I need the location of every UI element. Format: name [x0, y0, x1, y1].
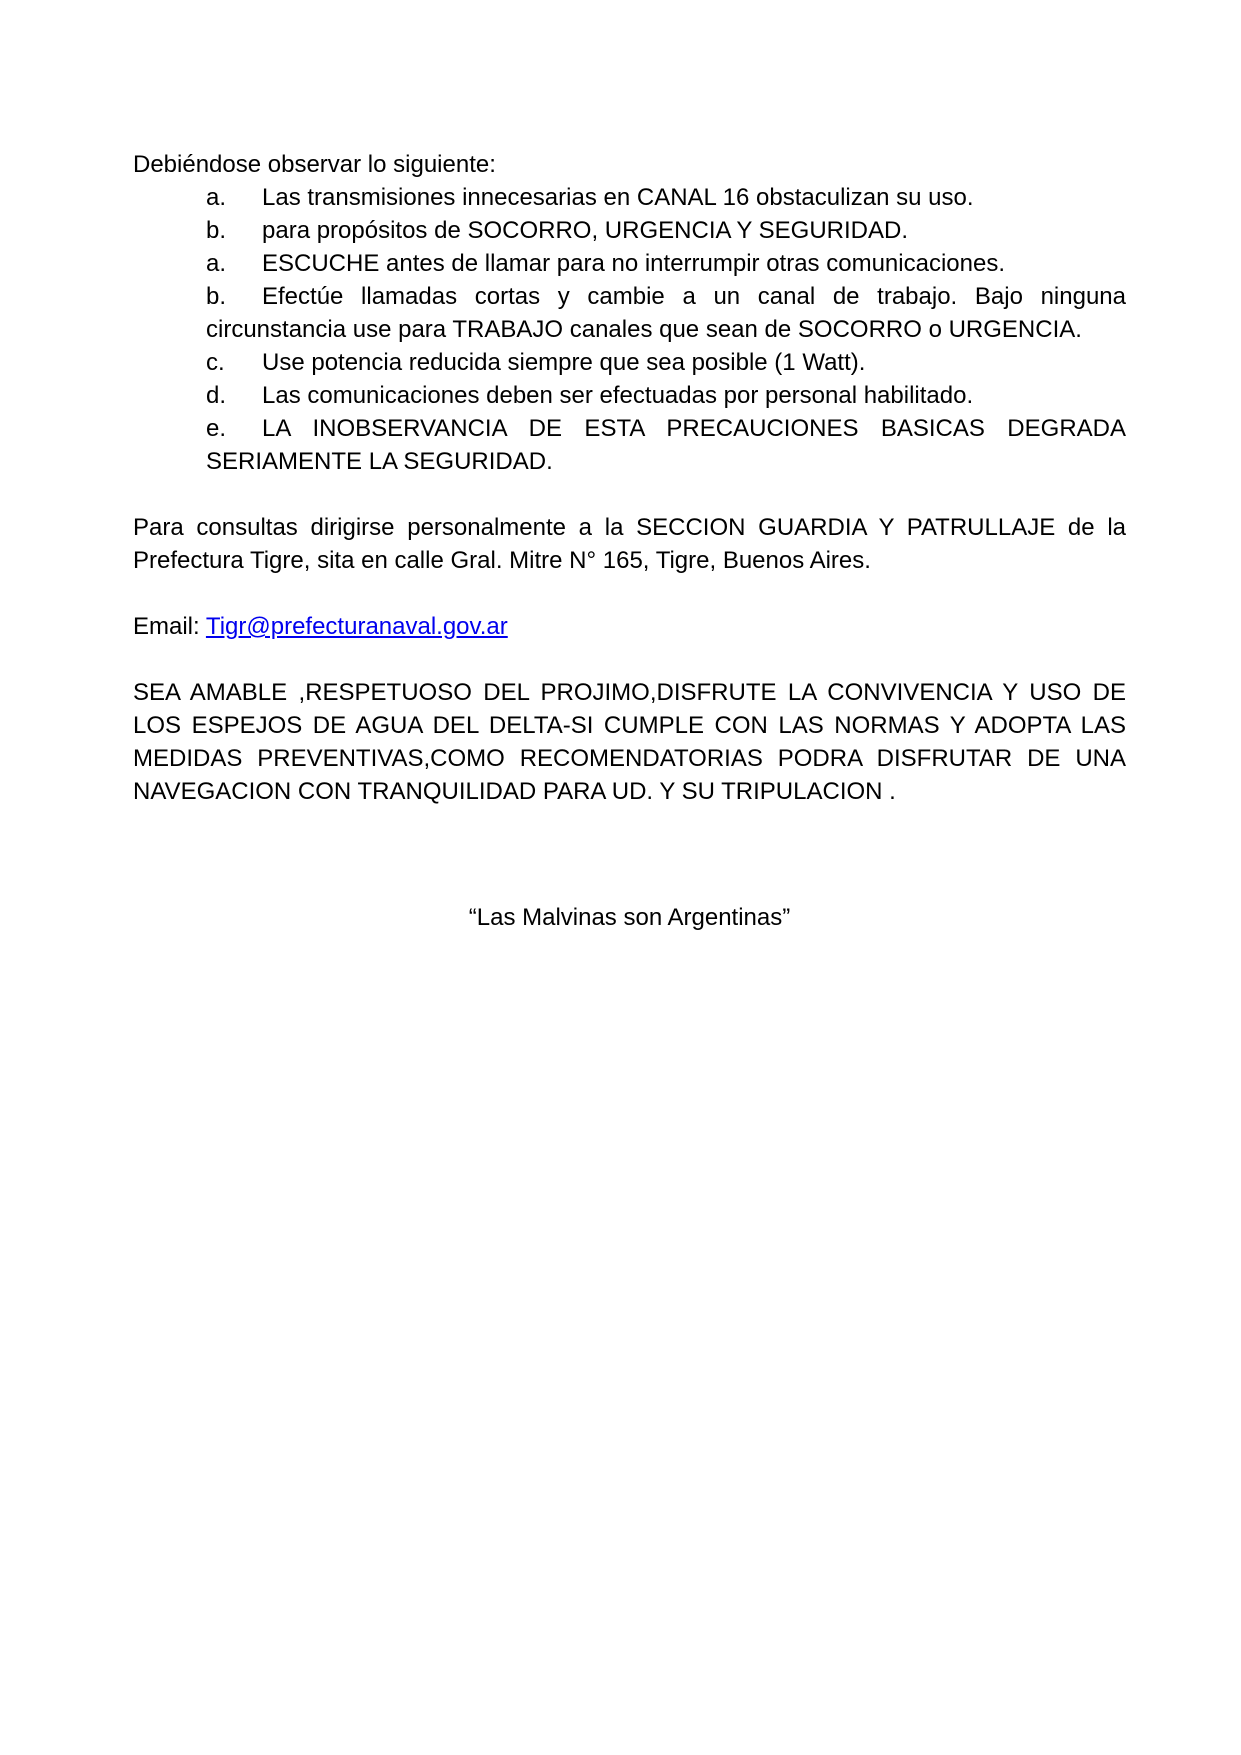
intro-paragraph: Debiéndose observar lo siguiente:	[133, 151, 496, 178]
list-item-line	[206, 412, 1126, 445]
list-item-marker: e.	[206, 415, 227, 442]
list-item-text: Use potencia reducida siempre que sea posible (1 Watt).	[262, 349, 866, 376]
list-item-marker: b.	[206, 283, 227, 310]
list-item-marker: a.	[206, 184, 227, 211]
list-item-text: Las comunicaciones deben ser efectuadas por personal habilitado.	[262, 382, 974, 409]
list-item	[133, 181, 1126, 214]
paragraph-line: MEDIDAS PREVENTIVAS,COMO RECOMENDATORIAS PODRA DISFRUTAR DE UNA	[133, 745, 1126, 772]
list-item	[133, 280, 1126, 346]
paragraph-line: SEA AMABLE ,RESPETUOSO DEL PROJIMO,DISFRUTE LA CONVIVENCIA Y USO DE	[133, 679, 1126, 706]
list-item-line	[206, 181, 1126, 214]
list-item-text: LA INOBSERVANCIA DE ESTA PRECAUCIONES BASICAS DEGRADA	[262, 415, 1126, 442]
list-item	[133, 346, 1126, 379]
list-item-text: para propósitos de SOCORRO, URGENCIA Y SEGURIDAD.	[262, 217, 908, 244]
list-item-marker: d.	[206, 382, 227, 409]
list-item-line	[206, 247, 1126, 280]
email-link[interactable]: Tigr@prefecturanaval.gov.ar	[205, 613, 508, 640]
list-item-marker: b.	[206, 217, 227, 244]
paragraph-line: LOS ESPEJOS DE AGUA DEL DELTA-SI CUMPLE CON LAS NORMAS Y ADOPTA LAS	[133, 712, 1126, 739]
list-item-marker: a.	[206, 250, 227, 277]
amable-paragraph	[133, 676, 1126, 808]
paragraph-line: Prefectura Tigre, sita en calle Gral. Mitre N° 165, Tigre, Buenos Aires.	[133, 547, 871, 574]
email-row	[133, 610, 1126, 643]
list-item-line	[206, 346, 1126, 379]
email-label: Email:	[133, 613, 206, 640]
list-item-text: Efectúe llamadas cortas y cambie a un canal de trabajo. Bajo ninguna	[262, 283, 1126, 310]
paragraph-line: Para consultas dirigirse personalmente a la SECCION GUARDIA Y PATRULLAJE de la	[133, 514, 1126, 541]
consultas-paragraph	[133, 511, 1126, 577]
list-item	[133, 412, 1126, 478]
list-item	[133, 247, 1126, 280]
list-item-continuation-line: SERIAMENTE LA SEGURIDAD.	[206, 448, 553, 475]
list-item-marker: c.	[206, 349, 225, 376]
list-item-line	[206, 379, 1126, 412]
closing-quote: “Las Malvinas son Argentinas”	[468, 904, 791, 931]
list-item-text: ESCUCHE antes de llamar para no interrumpir otras comunicaciones.	[262, 250, 1005, 277]
list-item-continuation-line: circunstancia use para TRABAJO canales que sean de SOCORRO o URGENCIA.	[206, 316, 1082, 343]
list-item	[133, 214, 1126, 247]
list-item-line	[206, 214, 1126, 247]
paragraph-line: NAVEGACION CON TRANQUILIDAD PARA UD. Y SU TRIPULACION .	[133, 778, 896, 805]
precautions-list	[133, 181, 1126, 478]
list-item-line	[206, 280, 1126, 313]
list-item	[133, 379, 1126, 412]
list-item-text: Las transmisiones innecesarias en CANAL 16 obstaculizan su uso.	[262, 184, 974, 211]
